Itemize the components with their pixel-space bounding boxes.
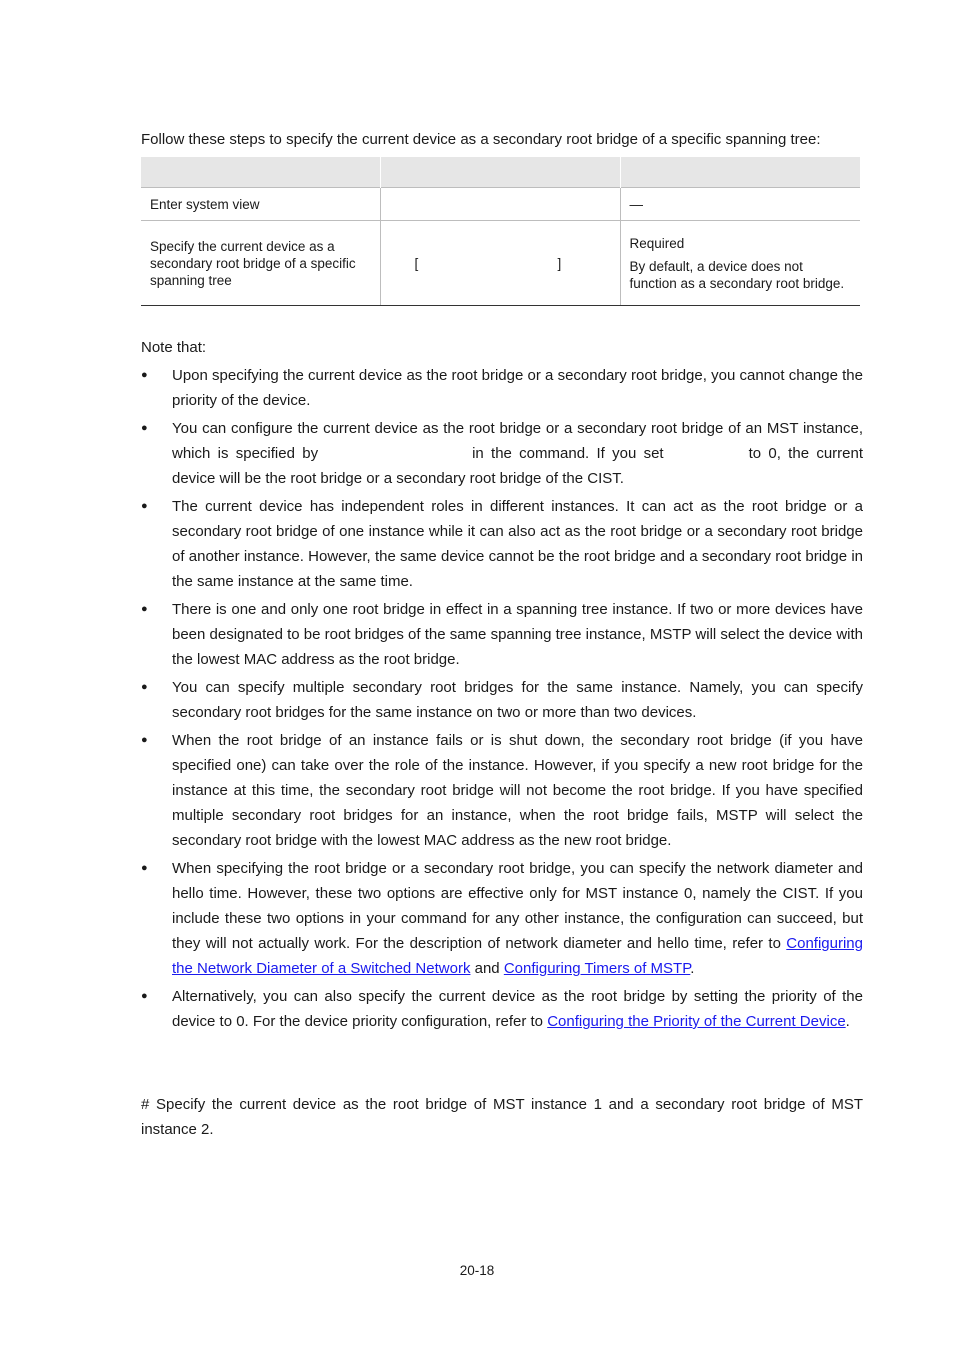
note-text: You can configure the current device as the root bridge or a secondary root bridge of an MST instance, which is specified by xyxy=(172,420,863,462)
remark-required: Required xyxy=(629,235,685,251)
optional-bracket-close: ] xyxy=(557,255,562,271)
note-text: and xyxy=(474,960,500,977)
link-timers-mstp[interactable]: Configuring Timers of MSTP xyxy=(503,960,691,977)
note-text: . xyxy=(690,960,695,977)
page-number: 20-18 xyxy=(459,1263,495,1278)
note-text: When specifying the root bridge or a secondary root bridge, you can specify the network diameter and hello time. However, these two options are effective only for MST instance 0, namely the CIST. If you include these two options in your command for any other instance, the configuration can succeed, but they will not actually work. For the description of network diameter and hello time, refer to xyxy=(172,860,863,952)
note-text: There is one and only one root bridge in effect in a spanning tree instance. If two or more devices have been designated to be root bridges of the same spanning tree instance, MSTP will select the device with the lowest MAC address as the root bridge. xyxy=(172,601,863,668)
table-row xyxy=(141,221,860,306)
header-command xyxy=(380,157,620,188)
link-device-priority[interactable]: Configuring the Priority of the Current Device xyxy=(547,1013,846,1030)
note-text: to 0, the current device will be the root bridge or a secondary root bridge of the CIST. xyxy=(172,445,864,487)
list-item xyxy=(141,728,863,853)
note-text: You can specify multiple secondary root bridges for the same instance. Namely, you can specify secondary root bridges for the same instance on two or more than two devices. xyxy=(172,679,863,721)
list-item xyxy=(141,856,863,981)
command-cell xyxy=(380,221,620,306)
table-header-row xyxy=(141,157,860,188)
list-item xyxy=(141,984,863,1034)
note-text: Upon specifying the current device as the root bridge or a secondary root bridge, you cannot change the priority of the device. xyxy=(172,367,863,409)
note-label: Note that: xyxy=(141,339,207,356)
bullet-icon: ● xyxy=(141,603,148,615)
list-item xyxy=(141,597,863,672)
table-row xyxy=(141,188,860,221)
note-text: . xyxy=(845,1013,850,1030)
list-item xyxy=(141,675,863,725)
optional-bracket-open: [ xyxy=(414,255,419,271)
header-operation xyxy=(141,157,380,188)
note-text: Alternatively, you can also specify the current device as the root bridge by setting the priority of the device to 0. For the device priority configuration, refer to xyxy=(172,988,863,1030)
operation-cell: Enter system view xyxy=(141,188,380,221)
remarks-cell: — xyxy=(620,188,860,221)
bullet-icon: ● xyxy=(141,369,148,381)
remarks-cell xyxy=(620,221,860,306)
note-text: in the command. If you set xyxy=(472,445,664,462)
remark-default: By default, a device does not function as a secondary root bridge. xyxy=(629,258,845,291)
bullet-icon: ● xyxy=(141,862,148,874)
header-remarks xyxy=(620,157,860,188)
bullet-icon: ● xyxy=(141,422,148,434)
note-text: The current device has independent roles in different instances. It can act as the root bridge or a secondary root bridge of one instance while it can also act as the root bridge or a secondary root bridge of another instance. However, the same device cannot be the root bridge and a secondary root bridge in the same instance at the same time. xyxy=(172,498,863,590)
link-network-diameter[interactable]: Configuring the Network Diameter of a Switched Network xyxy=(172,935,863,977)
bullet-icon: ● xyxy=(141,500,148,512)
intro-text: Follow these steps to specify the current device as a secondary root bridge of a specific spanning tree: xyxy=(141,131,821,148)
command-cell xyxy=(380,188,620,221)
list-item xyxy=(141,494,863,594)
note-text: When the root bridge of an instance fails or is shut down, the secondary root bridge (if you have specified one) can take over the role of the instance. However, if you specify a new root bridge for the instance at this time, the secondary root bridge will not become the root bridge. If you have specified multiple secondary root bridges for an instance, when the root bridge fails, MSTP will select the secondary root bridge with the lowest MAC address as the new root bridge. xyxy=(172,732,863,849)
operation-cell: Specify the current device as a secondary root bridge of a specific spanning tree xyxy=(141,221,380,306)
bullet-icon: ● xyxy=(141,681,148,693)
bullet-icon: ● xyxy=(141,734,148,746)
steps-table xyxy=(141,157,860,306)
notes-list xyxy=(141,363,863,1037)
list-item xyxy=(141,416,863,491)
example-text: # Specify the current device as the root bridge of MST instance 1 and a secondary root bridge of MST instance 2. xyxy=(141,1096,863,1138)
bullet-icon: ● xyxy=(141,990,148,1002)
list-item xyxy=(141,363,863,413)
